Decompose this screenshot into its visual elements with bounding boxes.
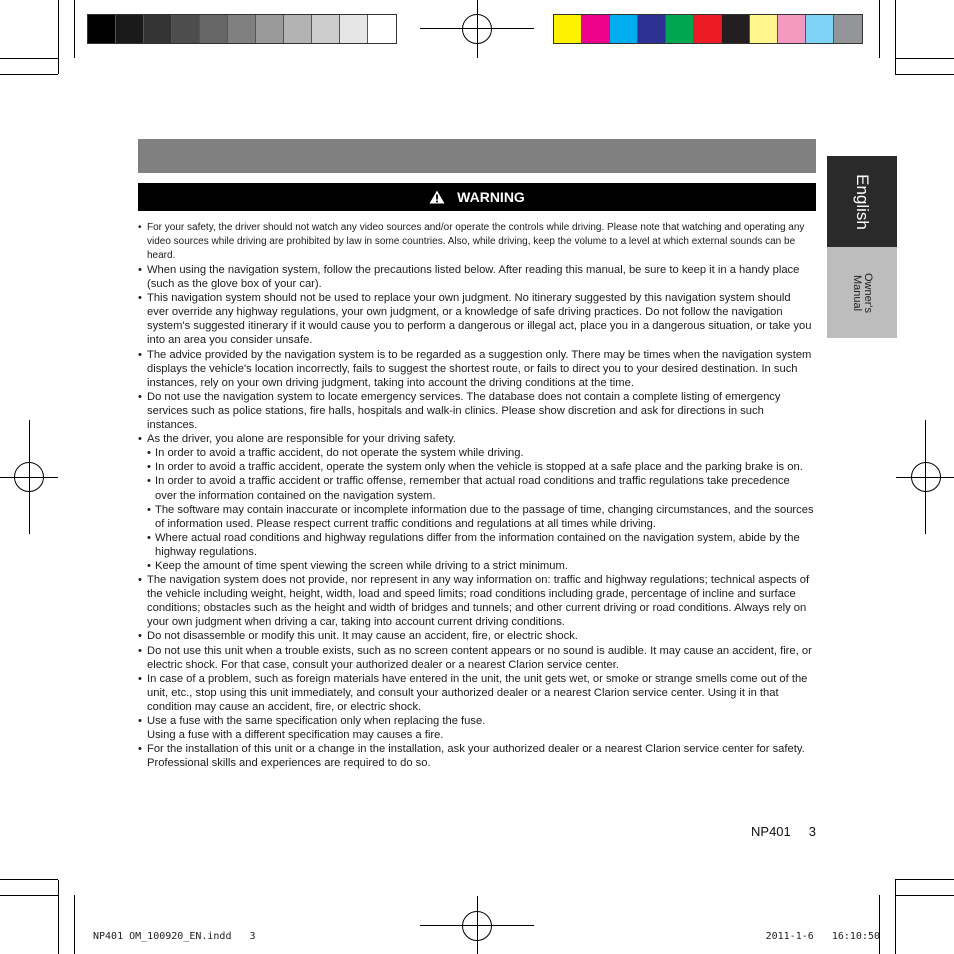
list-item: • When using the navigation system, follow the precautions listed below. After reading this manual, be sure to keep it in a handy place (such as the glove box of your car). [138,263,814,291]
list-item: • In case of a problem, such as foreign materials have entered in the unit, the unit gets wet, or smoke or strange smells come out of the unit, etc., stop using this unit immediately, and consult your authorized dealer or a nearest Clarion service center. Using it in that condition may cause an accident, fire, or electric shock. [138,672,814,714]
list-item: • For the installation of this unit or a change in the installation, ask your authorized dealer or a nearest Clarion service center for safety. Professional skills and experiences are required to do so. [138,742,814,770]
color-swatch [666,15,694,43]
list-item: • This navigation system should not be used to replace your own judgment. No itinerary suggested by this navigation system should ever override any highway regulations, your own judgment, or a knowledge of safe driving practices. Do not follow the navigation system's suggested itinerary if it would cause you to perform a dangerous or illegal act, place you in a dangerous situation, or take you into an area you consider unsafe. [138,291,814,347]
color-swatch [200,15,228,43]
list-item-line: Using a fuse with a different specification may causes a fire. [147,729,444,742]
color-swatch [368,15,396,43]
print-slug-file: NP401 OM_100920_EN.indd 3 [93,931,256,942]
sub-list-item: • Where actual road conditions and highway regulations differ from the information contained on the navigation system, abide by the highway regulations. [138,531,814,559]
color-swatch [256,15,284,43]
warning-title: WARNING [457,189,525,205]
sub-list-item: • In order to avoid a traffic accident, do not operate the system while driving. [138,446,814,460]
color-swatch [722,15,750,43]
list-item: • Do not disassemble or modify this unit. It may cause an accident, fire, or electric shock. [138,629,814,643]
print-slug-timestamp: 2011-1-6 16:10:50 [765,931,880,942]
manual-label-line1: Owner's [862,272,874,313]
page-footer [751,824,816,839]
list-item: • The navigation system does not provide, nor represent in any way information on: traffic and highway regulations; technical aspects of the vehicle including weight, height, width, load and speed limits; road conditions including grade, percentage of incline and surface conditions; obstacles such as the height and width of bridges and tunnels; and other current driving or road conditions. Always rely on your own judgment when driving a car, taking into account current driving conditions. [138,573,814,629]
side-tab-manual-label [851,273,873,313]
side-tab-manual [827,247,897,338]
color-swatch [638,15,666,43]
list-item: • Do not use the navigation system to locate emergency services. The database does not contain a complete listing of emergency services such as police stations, fire halls, hospitals and walk-in clinics. Please show discretion and ask for directions in such instances. [138,390,814,432]
manual-label-line2: Manual [851,274,863,311]
section-header-band [138,139,816,173]
warning-triangle-icon [429,190,445,204]
sub-list-item: • In order to avoid a traffic accident or traffic offense, remember that actual road conditions and traffic regulations take precedence over the information contained on the navigation system. [138,474,814,502]
color-swatch [172,15,200,43]
color-swatch [554,15,582,43]
process-color-bar [553,14,863,44]
color-swatch [228,15,256,43]
list-item: • As the driver, you alone are responsible for your driving safety. [138,432,814,446]
color-swatch [610,15,638,43]
warning-list [138,221,814,770]
color-swatch [144,15,172,43]
color-swatch [582,15,610,43]
list-item-line: Use a fuse with the same specification only when replacing the fuse. [147,715,486,727]
color-swatch [834,15,862,43]
list-item: • For your safety, the driver should not watch any video sources and/or operate the controls while driving. Please note that watching and operating any video sources while driving are prohibited by law in some countries. Also, while driving, keep the volume to a level at which external sounds can be heard. [138,221,814,263]
grayscale-color-bar [87,14,397,44]
side-tab-language [827,156,897,247]
model-name: NP401 [751,824,791,839]
color-swatch [88,15,116,43]
list-item: • The advice provided by the navigation system is to be regarded as a suggestion only. There may be times when the navigation system displays the vehicle's location incorrectly, fails to suggest the shortest route, or fails to direct you to your desired destination. In such instances, rely on your own driving judgment, taking into account the driving conditions at the time. [138,348,814,390]
color-swatch [284,15,312,43]
warning-banner [138,183,816,211]
color-swatch [116,15,144,43]
list-item [138,714,814,742]
color-swatch [312,15,340,43]
color-swatch [694,15,722,43]
color-swatch [340,15,368,43]
color-swatch [806,15,834,43]
color-swatch [750,15,778,43]
page-number: 3 [808,824,816,839]
sub-list-item: • Keep the amount of time spent viewing the screen while driving to a strict minimum. [138,559,814,573]
side-tab-language-label: English [853,173,872,230]
sub-list-item: • In order to avoid a traffic accident, operate the system only when the vehicle is stopped at a safe place and the parking brake is on. [138,460,814,474]
color-swatch [778,15,806,43]
sub-list-item: • The software may contain inaccurate or incomplete information due to the passage of time, changing circumstances, and the sources of information used. Please respect current traffic conditions and regulations at all times while driving. [138,503,814,531]
list-item: • Do not use this unit when a trouble exists, such as no screen content appears or no sound is audible. It may cause an accident, fire, or electric shock. For that case, consult your authorized dealer or a nearest Clarion service center. [138,644,814,672]
